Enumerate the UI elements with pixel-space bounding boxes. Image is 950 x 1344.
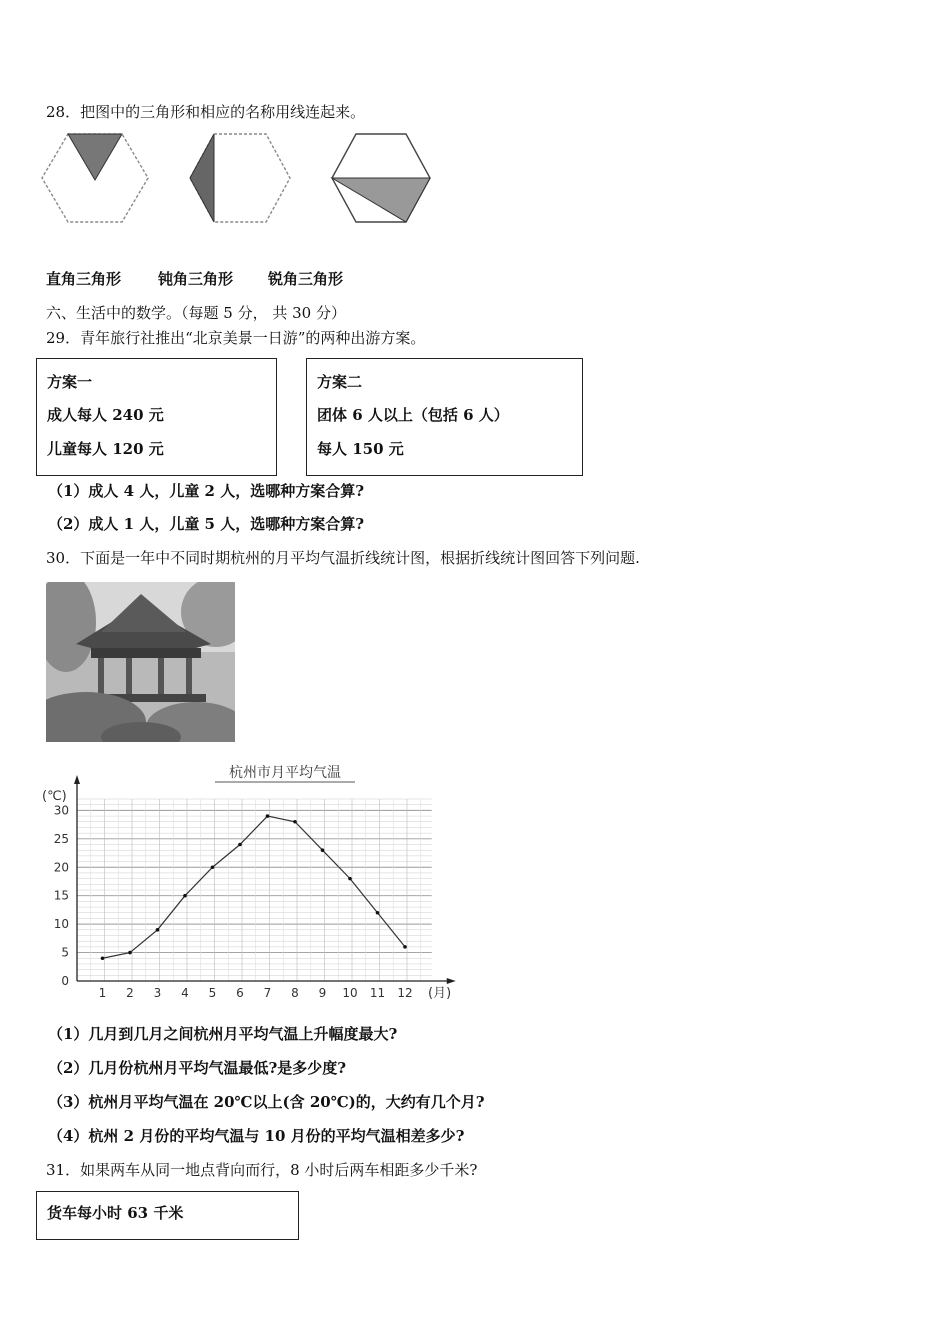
hexagon-acute-triangle (42, 134, 148, 222)
x-tick-label: 10 (342, 986, 358, 1000)
q29-sub2: （2）成人 1 人，儿童 5 人，选哪种方案合算? (48, 515, 364, 533)
plan1-box (36, 358, 277, 476)
x-tick-label: 6 (236, 986, 244, 1000)
data-point (403, 945, 407, 949)
y-axis-unit: (℃) (42, 789, 67, 804)
q31-box-text: 货车每小时 63 千米 (47, 1204, 184, 1222)
hexagon-obtuse-triangle (190, 134, 290, 222)
q30-title: 30．下面是一年中不同时期杭州的月平均气温折线统计图，根据折线统计图回答下列问题. (46, 549, 640, 567)
y-axis-arrow (74, 775, 80, 784)
y-tick-label: 15 (53, 888, 69, 903)
data-point (321, 848, 325, 852)
x-axis-unit: (月) (428, 986, 452, 1001)
data-point (101, 956, 105, 960)
y-tick-label: 25 (53, 831, 69, 846)
chart-title: 杭州市月平均气温 (229, 765, 341, 781)
chart-series (101, 814, 407, 960)
plan2-box (306, 358, 583, 476)
x-axis-arrow (447, 978, 456, 984)
y-tick-label: 0 (61, 974, 69, 988)
q30-sub4: （4）杭州 2 月份的平均气温与 10 月份的平均气温相差多少? (48, 1127, 465, 1145)
x-tick-label: 11 (369, 986, 386, 1000)
series-line (103, 816, 406, 958)
x-tick-label: 2 (126, 986, 134, 1000)
data-point (293, 820, 297, 824)
chart-ticks (54, 803, 413, 1000)
section6-title: 六、生活中的数学。（每题 5 分， 共 30 分） (46, 304, 346, 322)
x-tick-label: 8 (291, 986, 299, 1000)
data-point (238, 843, 242, 847)
q30-sub2: （2）几月份杭州月平均气温最低?是多少度? (48, 1059, 347, 1077)
x-tick-label: 7 (263, 986, 272, 1000)
hexagon-right-triangle (332, 134, 430, 222)
data-point (376, 911, 380, 915)
q31-box (36, 1191, 299, 1240)
pavilion-photo (46, 582, 235, 742)
x-tick-label: 9 (318, 986, 327, 1000)
y-tick-label: 30 (53, 803, 69, 818)
data-point (128, 951, 132, 955)
temperature-line-chart (40, 760, 470, 1005)
data-point (348, 877, 352, 881)
q29-sub1: （1）成人 4 人，儿童 2 人，选哪种方案合算? (48, 482, 364, 500)
x-tick-label: 12 (397, 986, 413, 1000)
plan1-line1: 成人每人 240 元 (47, 406, 164, 424)
hexagon-figures (40, 128, 450, 228)
plan1-line2: 儿童每人 120 元 (47, 440, 164, 458)
q30-sub1: （1）几月到几月之间杭州月平均气温上升幅度最大? (48, 1025, 398, 1043)
data-point (211, 865, 215, 869)
q31-title: 31．如果两车从同一地点背向而行，8 小时后两车相距多少千米? (46, 1161, 478, 1179)
y-tick-label: 10 (53, 917, 69, 932)
plan2-line2: 每人 150 元 (317, 440, 404, 458)
x-tick-label: 1 (98, 986, 107, 1000)
q30-sub3: （3）杭州月平均气温在 20℃以上(含 20℃)的，大约有几个月? (48, 1093, 485, 1111)
x-tick-label: 5 (208, 986, 217, 1000)
plan1-name: 方案一 (47, 373, 93, 391)
plan2-name: 方案二 (317, 373, 363, 391)
label-acute-triangle: 锐角三角形 (268, 270, 344, 288)
y-tick-label: 20 (53, 860, 69, 875)
y-tick-label: 5 (61, 945, 69, 960)
label-right-triangle: 直角三角形 (46, 270, 122, 288)
plan2-line1: 团体 6 人以上（包括 6 人） (317, 406, 509, 424)
q28-title: 28．把图中的三角形和相应的名称用线连起来。 (46, 103, 366, 121)
data-point (183, 894, 187, 898)
x-tick-label: 4 (181, 986, 189, 1000)
x-tick-label: 3 (153, 986, 162, 1000)
data-point (266, 814, 270, 818)
q29-title: 29．青年旅行社推出“北京美景一日游”的两种出游方案。 (46, 329, 426, 347)
label-obtuse-triangle: 钝角三角形 (158, 270, 234, 288)
data-point (156, 928, 160, 932)
